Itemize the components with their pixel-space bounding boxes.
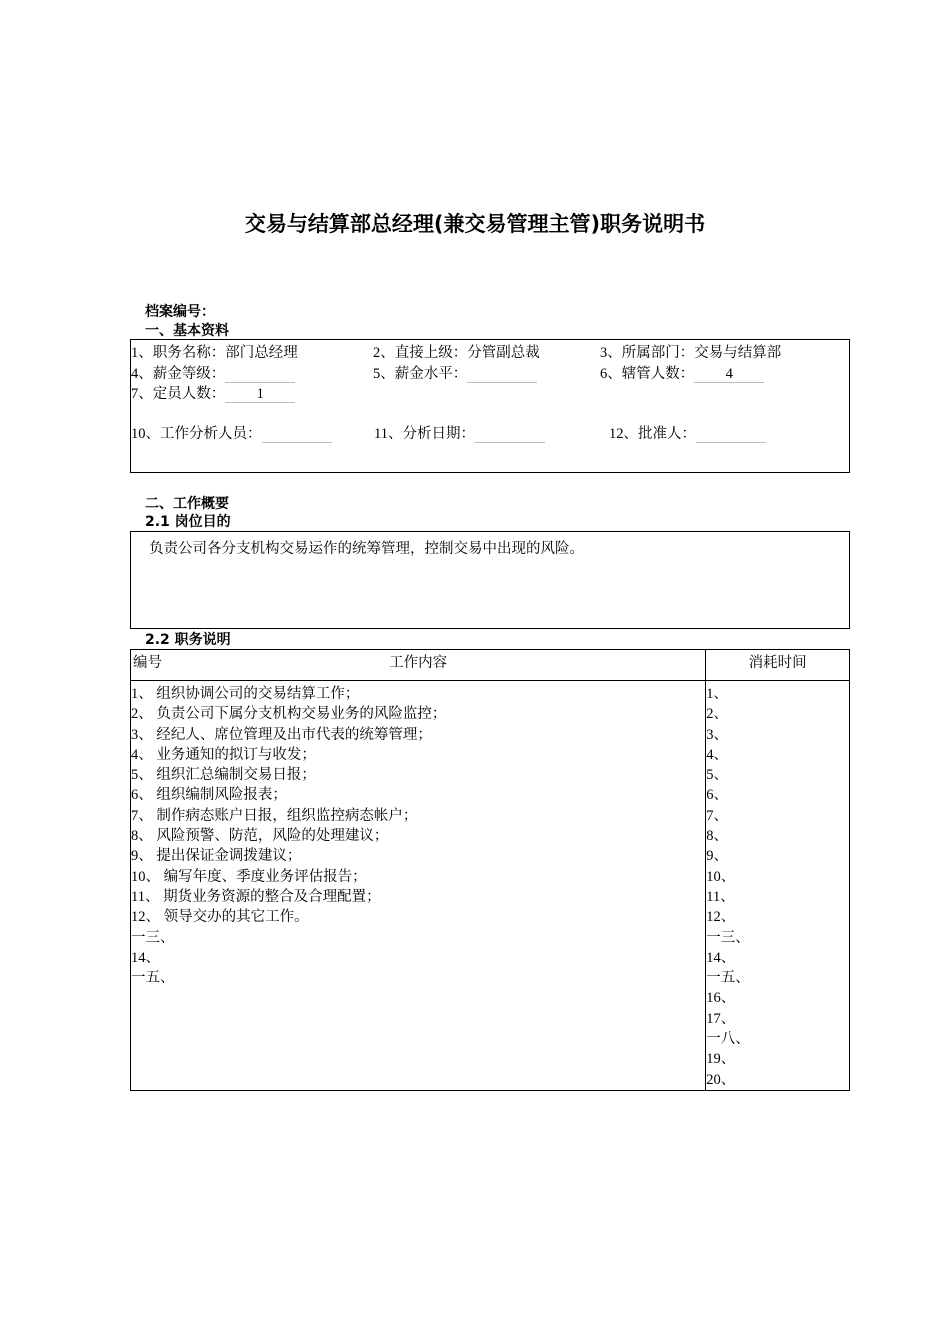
document-title: 交易与结算部总经理(兼交易管理主管)职务说明书 (244, 212, 706, 236)
time-item: 20、 (706, 1071, 736, 1088)
subordinates-field (600, 365, 764, 383)
department-field (600, 344, 781, 362)
basic-info-box (130, 339, 850, 473)
headcount-label: 7、定员人数： (131, 386, 226, 402)
duty-item: 9、 提出保证金调拨建议； (131, 848, 302, 865)
time-item: 一三、 (706, 929, 750, 946)
time-item: 8、 (706, 828, 729, 845)
header-time: 消耗时间 (706, 650, 850, 681)
salary-level-value (467, 365, 537, 383)
time-item: 一八、 (706, 1031, 750, 1048)
duties-body-row (131, 681, 850, 1091)
time-item: 6、 (706, 787, 729, 804)
duty-item: 7、 制作病态账户日报，组织监控病态帐户； (131, 807, 418, 824)
salary-level-field (373, 365, 537, 383)
duty-item: 8、 风险预警、防范，风险的处理建议； (131, 828, 389, 845)
duty-item: 1、 组织协调公司的交易结算工作； (131, 686, 360, 702)
duties-content-cell (131, 681, 706, 1091)
header-number: 编号 (133, 655, 162, 671)
time-item: 4、 (706, 746, 729, 763)
approver-value (696, 425, 766, 443)
duty-item: 一五、 (131, 970, 175, 987)
analysis-date-value (475, 425, 545, 443)
analysis-date-field (374, 425, 545, 443)
salary-level-label: 5、薪金水平： (373, 366, 468, 382)
salary-grade-label: 4、薪金等级： (131, 366, 226, 382)
time-item: 5、 (706, 767, 729, 784)
approver-field (609, 425, 766, 443)
duty-item: 11、 期货业务资源的整合及合理配置； (131, 888, 381, 905)
time-item: 一五、 (706, 970, 750, 987)
duties-list (131, 681, 705, 988)
subordinates-value: 4 (694, 365, 764, 383)
time-item: 14、 (706, 949, 736, 966)
time-item: 16、 (706, 990, 736, 1007)
analyst-value (262, 425, 332, 443)
time-item: 2、 (706, 706, 729, 723)
analysis-date-label: 11、分析日期： (374, 426, 475, 442)
duty-item: 12、 领导交办的其它工作。 (131, 909, 309, 926)
headcount-field (131, 385, 295, 403)
time-item: 1、 (706, 686, 729, 702)
purpose-text: 负责公司各分支机构交易运作的统筹管理，控制交易中出现的风险。 (149, 541, 584, 557)
time-item: 7、 (706, 807, 729, 824)
time-item: 10、 (706, 868, 736, 885)
department-label: 3、所属部门： (600, 345, 695, 361)
superior-label: 2、直接上级： (373, 345, 468, 361)
duty-item: 10、 编写年度、季度业务评估报告； (131, 868, 367, 885)
time-item: 19、 (706, 1051, 736, 1068)
duty-item: 6、 组织编制风险报表； (131, 787, 287, 804)
approver-label: 12、批准人： (609, 426, 696, 442)
duties-table (130, 649, 850, 1091)
job-name-field (131, 344, 298, 362)
duty-item: 一三、 (131, 929, 175, 946)
time-item: 12、 (706, 909, 736, 926)
job-name-label: 1、职务名称： (131, 345, 226, 361)
duties-heading: 2.2 职务说明 (145, 632, 231, 648)
subordinates-label: 6、辖管人数： (600, 366, 695, 382)
time-list (706, 681, 849, 1090)
header-content: 工作内容 (389, 655, 448, 671)
analyst-label: 10、工作分析人员： (131, 426, 262, 442)
duties-header-row (131, 650, 850, 681)
duty-item: 3、 经纪人、席位管理及出市代表的统筹管理； (131, 726, 432, 743)
time-item: 9、 (706, 848, 729, 865)
duties-time-cell (706, 681, 850, 1091)
superior-field (373, 344, 540, 362)
headcount-value: 1 (225, 385, 295, 403)
superior-value: 分管副总裁 (467, 345, 540, 361)
duty-item: 4、 业务通知的拟订与收发； (131, 746, 316, 763)
department-value: 交易与结算部 (694, 345, 782, 361)
job-name-value: 部门总经理 (225, 345, 298, 361)
duty-item: 2、 负责公司下属分支机构交易业务的风险监控； (131, 706, 447, 723)
analyst-field (131, 425, 332, 443)
time-item: 11、 (706, 888, 735, 905)
salary-grade-value (225, 365, 295, 383)
section2-heading: 二、工作概要 (145, 496, 229, 512)
purpose-heading: 2.1 岗位目的 (145, 514, 231, 530)
duty-item: 14、 (131, 949, 160, 966)
duty-item: 5、 组织汇总编制交易日报； (131, 767, 316, 784)
time-item: 3、 (706, 726, 729, 743)
time-item: 17、 (706, 1010, 736, 1027)
header-number-content-cell (131, 650, 706, 681)
salary-grade-field (131, 365, 295, 383)
section1-heading: 一、基本资料 (145, 323, 229, 339)
archive-number-label: 档案编号： (145, 304, 215, 320)
